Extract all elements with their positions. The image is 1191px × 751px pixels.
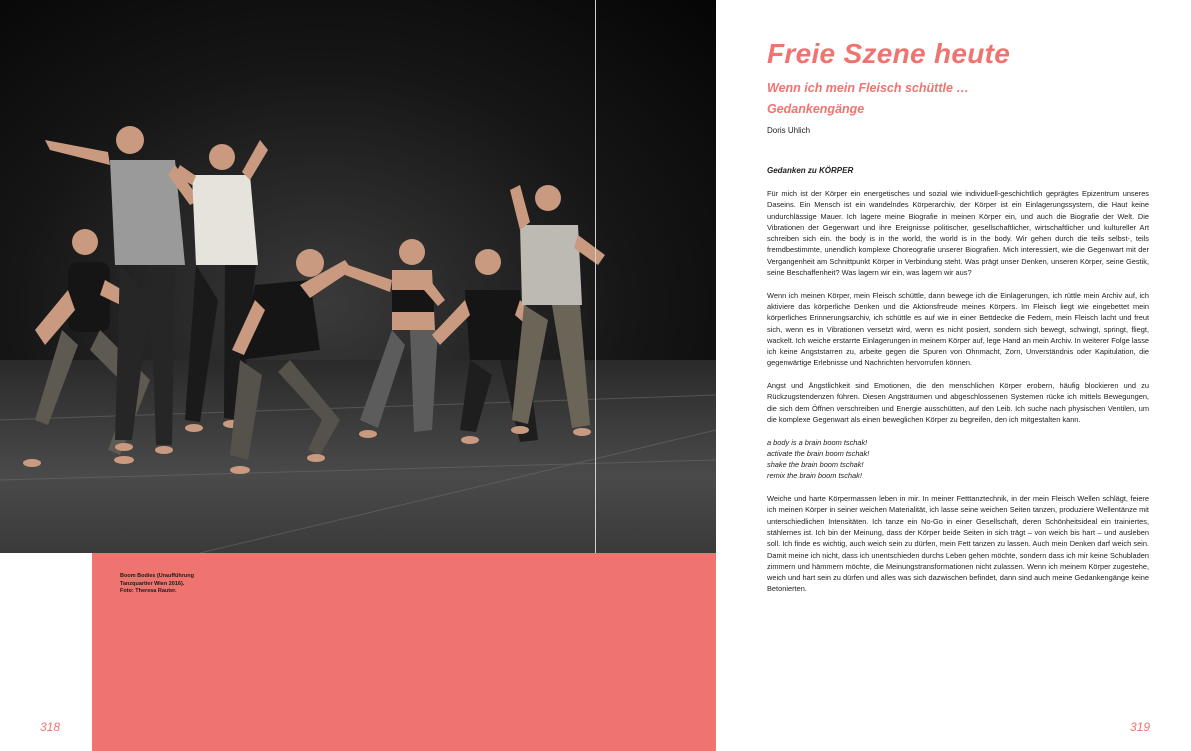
article-subtitle (767, 78, 969, 120)
dance-performance-photo (0, 0, 716, 553)
article-title: Freie Szene heute (767, 38, 1011, 69)
author-name: Doris Uhlich (767, 126, 811, 135)
body-paragraph: Weiche und harte Körpermassen leben in mir. In meiner Fetttanztechnik, in der mein Fleisch Wellen schlägt, feiere ich meinen Körper in seiner weichen Materialität, ich lasse seine weichen Seiten tanzen, produziere Wellentänze mit unterschiedlichen Intensitäten. Ich tanze ein No-Go in einer Gesellschaft, deren Schönheitsideal ein trainiertes, stählernes ist. Ich bin der Meinung, dass der Körper beide Seiten in sich trägt – von weich bis hart – und ausleben soll. Ich finde es wichtig, auch weich sein zu dürfen, mein Fett tanzen zu lassen. Auch mein Denken darf weich sein. Damit meine ich nicht, dass ich unentschieden durchs Leben gehen möchte, sondern dass ich mir keine Schubladen zimmern und hämmern möchte, die Meinungstransformationen nicht zulassen. Wenn ich meinem Körper zugestehe, weich und hart sein zu dürfen und alles was sich dazwischen befindet, dann sind auch meine Gedankengänge keine Betonierten. (767, 494, 1149, 594)
body-paragraph: Wenn ich meinen Körper, mein Fleisch schüttle, dann bewege ich die Einlagerungen, ich rüttle mein Archiv auf, ich aktiviere das körperliche Denken und die Aktionsfreude meines Körpers. Im Fleisch liegt wie eingebettet mein körperliches Erinnerungsarchiv, ich schüttle es auf wie in einer Bettdecke die Federn, mein Fleisch lacht und freut sich, wenn es in Vibrationen versetzt wird, wenn es nicht posiert, sondern sich bewegt, schwingt, springt, fliegt, wackelt. Ich weiche erstarrte Einlagerungen in meinem Körper auf, lege Hand an mein Archiv. In weiterer Folge lasse ich keine Angststarren zu, arbeite gegen die Spuren von Ohnmacht, Zorn, Unverständnis oder Kapitulation, die gegenwärtige Erlebnisse und Nachrichten hervorrufen können. (767, 290, 1149, 368)
dancer-5 (345, 239, 445, 438)
photo-caption (120, 573, 230, 596)
section-heading: Gedanken zu KÖRPER (767, 166, 854, 175)
body-paragraph: Für mich ist der Körper ein energetisches und sozial wie individuell-geschichtlich geprägtes Epizentrum unseres Daseins. Ein Mensch ist ein wandelndes Körperarchiv, der Körper ist ein Einlagerungssystem, die Haut keine undurchlässige Mauer. Ich lagere meine Biografie in meinen Körper ein, und auch die Biografie der Welt. Die Vibrationen der Gegenwart und ihre Ereignisse politischer, gesellschaftlicher, wirtschaftlicher und kultureller Art schreiben sich ein. the body is in the world, the world is in the body. Wir gehen durch die teils selbst-, teils fremdbestimmte, unendlich komplexe Choreografie unserer Biografien. Mich interessiert, wie die Gegenwart mit der Vergangenheit am Schnittpunkt Körper in Verbindung steht. Was prägt unser Denken, unseren Körper, seine Gestik, seine Beschaffenheit? Was lagern wir ein, was lagern wir aus? (767, 189, 1149, 278)
verse-block (767, 437, 1149, 482)
body-paragraph: Angst und Ängstlichkeit sind Emotionen, die den menschlichen Körper erobern, häufig blockieren und zu Rückzugstendenzen führen. Diesen Angsträumen und abgeschlossenen Systemen rücke ich mittels Bewegungen, die sich dem Öffnen verschreiben und Energie ausschütten, auf den Leib. Ich suche nach physischen Ventilen, um die komplexe Gegenwart als einen beweglichen Körper zu begreifen, den ich mitgestalten kann. (767, 381, 1149, 424)
article-body (767, 188, 1149, 606)
dancer-7 (510, 185, 605, 436)
verse-line: remix the brain boom tschak! (767, 471, 862, 481)
subtitle-line: Wenn ich mein Fleisch schüttle … (767, 81, 969, 95)
caption-line: Boom Bodies (Uraufführung (120, 573, 194, 579)
verse-line: activate the brain boom tschak! (767, 448, 870, 458)
verse-line: shake the brain boom tschak! (767, 460, 864, 470)
dancers-illustration (0, 0, 716, 553)
caption-line: Tanzquartier Wien 2016). (120, 580, 185, 587)
verse-line: a body is a brain boom tschak! (767, 437, 868, 447)
page-number-right: 319 (1130, 720, 1151, 734)
subtitle-line: Gedankengänge (767, 102, 865, 116)
caption-line: Foto: Theresa Rauter. (120, 588, 177, 594)
page-number-left: 318 (40, 720, 61, 734)
